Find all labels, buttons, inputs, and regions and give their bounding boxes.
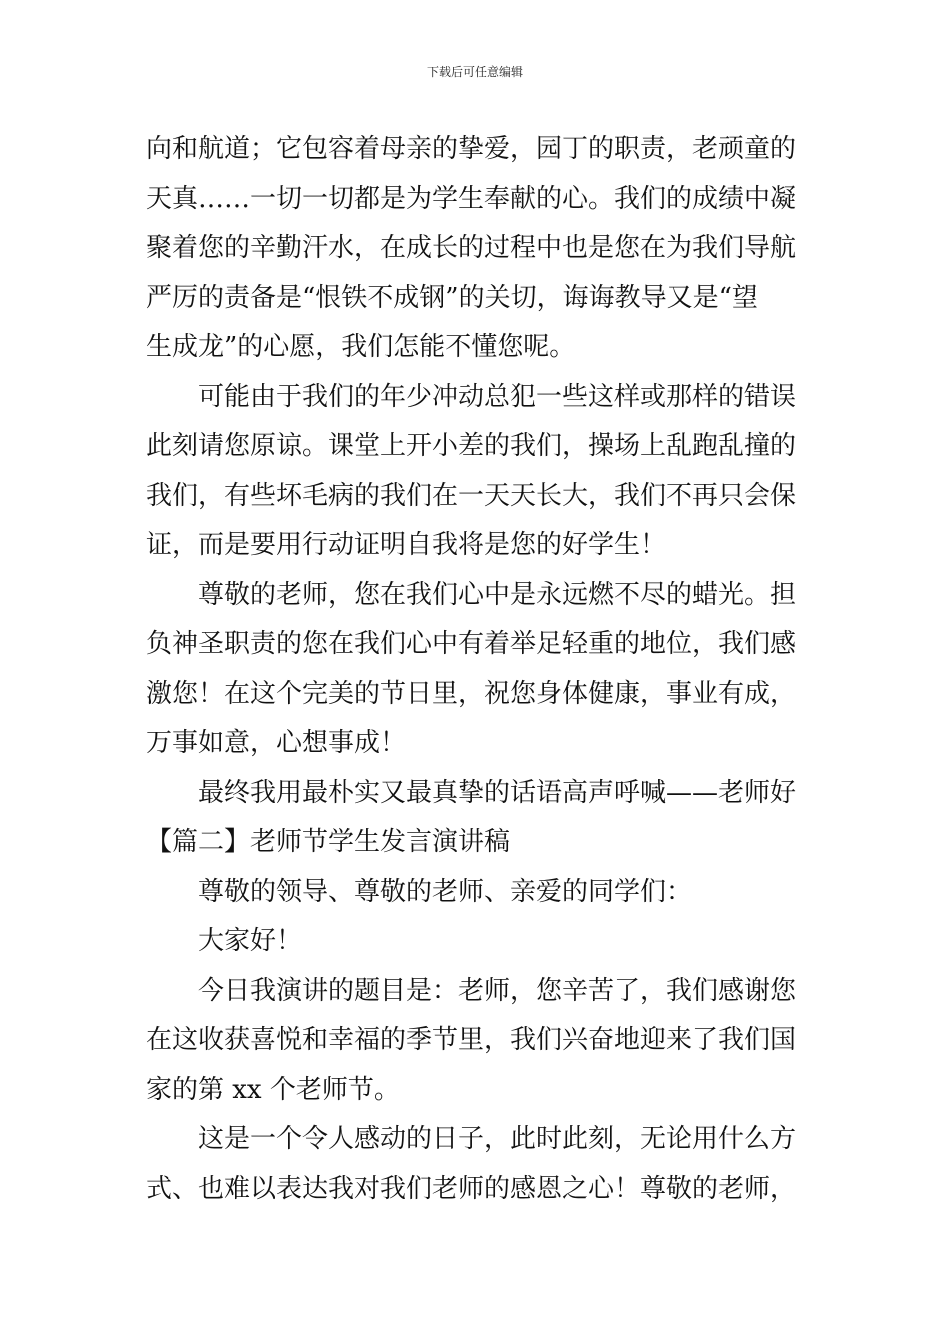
text-line: 负神圣职责的您在我们心中有着举足轻重的地位，我们感 <box>146 629 797 659</box>
paragraph-start: 这是一个令人感动的日子，此时此刻，无论用什么方 <box>198 1124 797 1154</box>
paragraph-start: 今日我演讲的题目是：老师，您辛苦了，我们感谢您 <box>198 975 797 1006</box>
text-line: 在这收获喜悦和幸福的季节里，我们兴奋地迎来了我们国 <box>146 1025 797 1055</box>
text-line: 家的第 xx 个老师节。 <box>146 1074 400 1105</box>
text-line: 聚着您的辛勤汗水，在成长的过程中也是您在为我们导航 <box>146 233 797 263</box>
text-line: 向和航道；它包容着母亲的挚爱，园丁的职责，老顽童的 <box>146 134 797 164</box>
text-line: 证，而是要用行动证明自我将是您的好学生！ <box>146 530 667 560</box>
text-line: 此刻请您原谅。课堂上开小差的我们，操场上乱跑乱撞的 <box>146 431 797 461</box>
paragraph-start: 可能由于我们的年少冲动总犯一些这样或那样的错误 <box>198 381 797 412</box>
text-line: 激您！在这个完美的节日里，祝您身体健康，事业有成， <box>146 678 797 709</box>
paragraph-start: 最终我用最朴实又最真挚的话语高声呼喊——老师好 <box>198 777 797 808</box>
text-line: 严厉的责备是“恨铁不成钢”的关切，诲诲教导又是“望 <box>146 282 758 313</box>
text-line: 万事如意，心想事成！ <box>146 728 407 758</box>
document-body <box>146 125 806 1214</box>
page-header: 下载后可任意编辑 <box>426 65 523 79</box>
paragraph-start: 尊敬的老师，您在我们心中是永远燃不尽的蜡光。担 <box>198 579 797 610</box>
text-line: 式、也难以表达我对我们老师的感恩之心！尊敬的老师， <box>146 1173 797 1204</box>
text-line: 我们，有些坏毛病的我们在一天天长大，我们不再只会保 <box>146 480 797 511</box>
salutation: 尊敬的领导、尊敬的老师、亲爱的同学们： <box>198 876 693 907</box>
text-line: 天真……一切一切都是为学生奉献的心。我们的成绩中凝 <box>146 183 797 214</box>
text-line: 生成龙”的心愿，我们怎能不懂您呢。 <box>146 332 576 362</box>
greeting: 大家好！ <box>198 926 303 956</box>
section-heading: 【篇二】老师节学生发言演讲稿 <box>146 827 511 857</box>
